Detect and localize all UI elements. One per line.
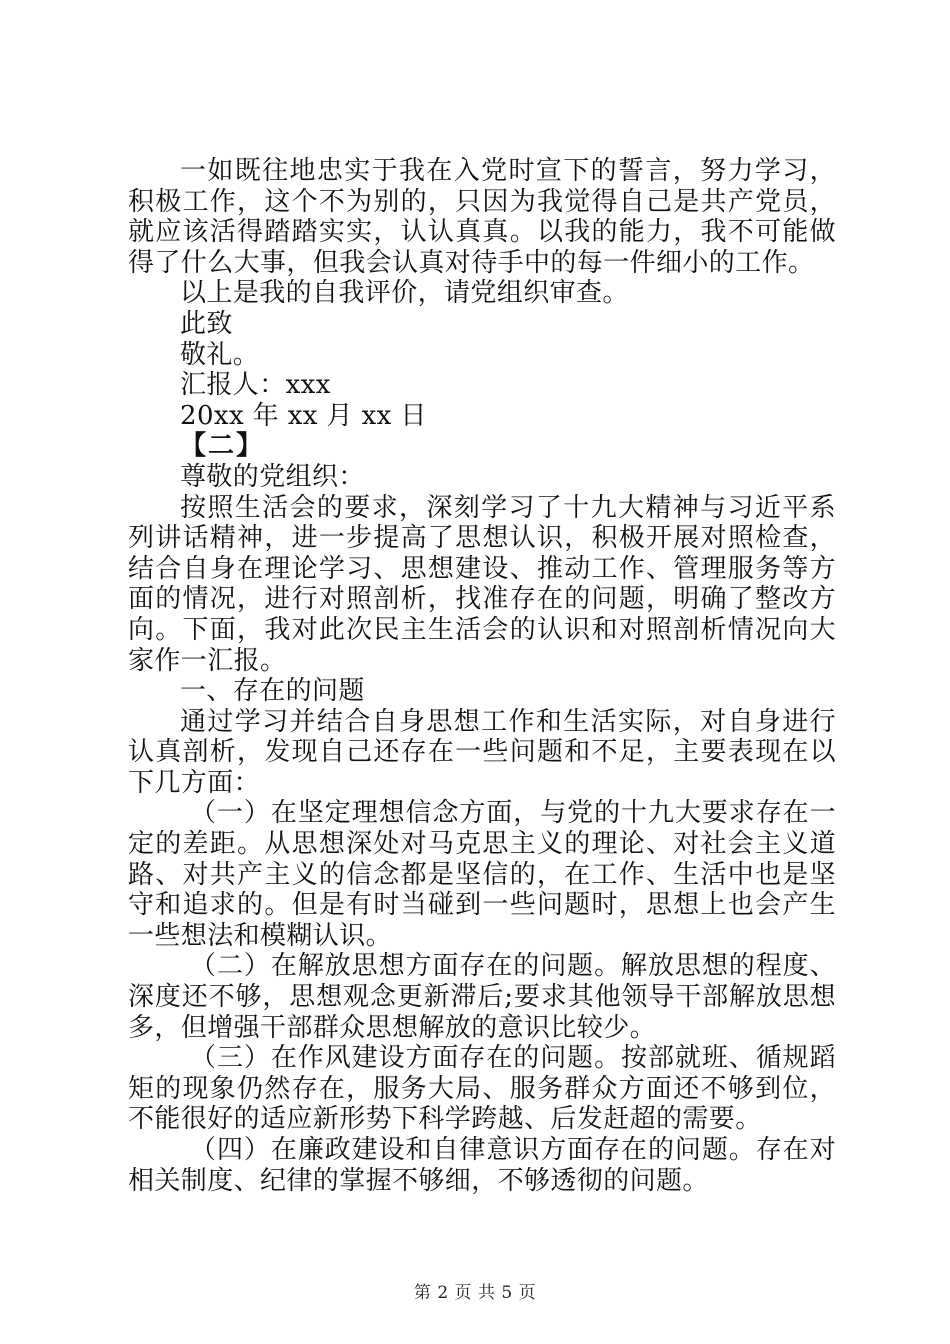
page-number-footer: 第 2 页 共 5 页 bbox=[413, 1283, 537, 1303]
problem-item-3: （三）在作风建设方面存在的问题。按部就班、循规蹈矩的现象仍然存在，服务大局、服务群众方面还不够到位，不能很好的适应新形势下科学跨越、后发赶超的需要。 bbox=[128, 1043, 836, 1135]
problem-item-2: （二）在解放思想方面存在的问题。解放思想的程度、深度还不够，思想观念更新滞后;要求其他领导干部解放思想多，但增强干部群众思想解放的意识比较少。 bbox=[128, 951, 836, 1043]
closing-respect: 敬礼。 bbox=[180, 339, 260, 370]
closing-salutation: 此致 bbox=[180, 308, 233, 339]
paragraph-introduction: 按照生活会的要求，深刻学习了十九大精神与习近平系列讲话精神，进一步提高了思想认识，积极开展对照检查，结合自身在理论学习、思想建设、推动工作、管理服务等方面的情况，进行对照剖析，找准存在的问题，明确了整改方向。下面，我对此次民主生活会的认识和对照剖析情况向大家作一汇报。 bbox=[128, 492, 836, 676]
greeting-line: 尊敬的党组织： bbox=[180, 461, 365, 492]
section-title-problems: 一、存在的问题 bbox=[180, 676, 365, 707]
document-body bbox=[128, 156, 836, 1196]
paragraph-self-evaluation: 以上是我的自我评价，请党组织审查。 bbox=[180, 278, 629, 309]
problem-item-4: （四）在廉政建设和自律意识方面存在的问题。存在对相关制度、纪律的掌握不够细，不够透彻的问题。 bbox=[128, 1135, 836, 1196]
date-line: 20xx 年 xx 月 xx 日 bbox=[180, 400, 427, 431]
section-heading-two: 【二】 bbox=[180, 431, 265, 462]
reporter-line: 汇报人：xxx bbox=[180, 370, 331, 401]
paragraph-analysis: 通过学习并结合自身思想工作和生活实际，对自身进行认真剖析，发现自己还存在一些问题和不足，主要表现在以下几方面： bbox=[128, 706, 836, 798]
paragraph-oath: 一如既往地忠实于我在入党时宣下的誓言，努力学习，积极工作，这个不为别的，只因为我觉得自己是共产党员，就应该活得踏踏实实，认认真真。以我的能力，我不可能做得了什么大事，但我会认真对待手中的每一件细小的工作。 bbox=[128, 156, 836, 278]
problem-item-1: （一）在坚定理想信念方面，与党的十九大要求存在一定的差距。从思想深处对马克思主义的理论、对社会主义道路、对共产主义的信念都是坚信的，在工作、生活中也是坚守和追求的。但是有时当碰到一些问题时，思想上也会产生一些想法和模糊认识。 bbox=[128, 798, 836, 951]
